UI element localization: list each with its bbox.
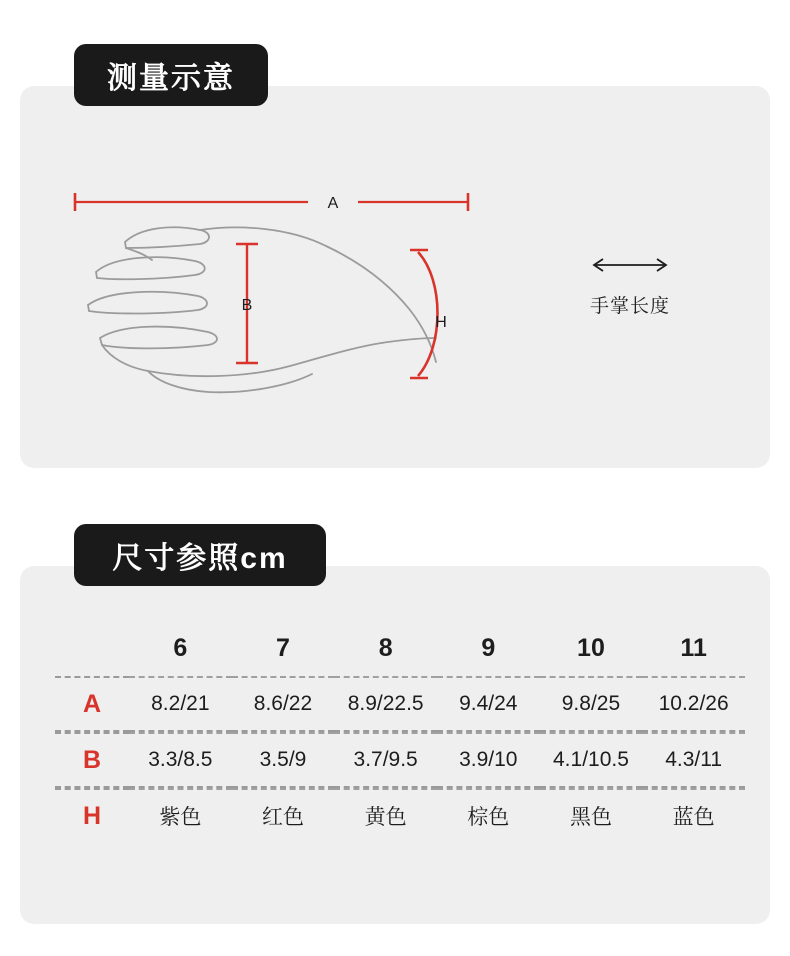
dimension-b-label: B [241, 297, 253, 314]
table-cell: 4.3/11 [665, 748, 723, 771]
column-header: 8 [378, 633, 393, 662]
dimension-a-label: A [327, 195, 339, 212]
row-label: H [82, 801, 102, 830]
table-cell: 10.2/26 [658, 692, 729, 715]
table-cell: 8.6/22 [253, 692, 313, 715]
table-cell: 8.9/22.5 [347, 692, 424, 715]
table-cell: 4.1/10.5 [553, 748, 629, 771]
dimension-a-line [75, 193, 468, 211]
table-cell: 3.9/10 [459, 748, 518, 771]
column-header: 11 [680, 633, 707, 662]
table-cell: 棕色 [467, 806, 510, 829]
column-header: 6 [173, 633, 188, 662]
table-row [55, 789, 745, 842]
table-corner-cell [55, 620, 129, 676]
size-reference-table [55, 620, 745, 842]
table-row [55, 733, 745, 787]
column-header: 7 [276, 633, 290, 662]
palm-length-legend [540, 256, 720, 318]
table-header-row [55, 620, 745, 676]
palm-length-label: 手掌长度 [589, 296, 670, 317]
hand-outline [88, 227, 436, 392]
table-cell: 蓝色 [672, 806, 715, 829]
table-cell: 9.4/24 [459, 692, 518, 715]
table-cell: 3.7/9.5 [353, 748, 418, 771]
column-header: 10 [577, 633, 605, 662]
size-section-title: 尺寸参照cm [74, 524, 326, 586]
table-cell: 3.5/9 [259, 748, 307, 771]
table-cell: 黄色 [364, 806, 407, 829]
table-cell: 黑色 [569, 806, 612, 829]
table-row [55, 677, 745, 731]
table-cell: 3.3/8.5 [148, 748, 213, 771]
hand-measurement-diagram [40, 150, 510, 430]
dimension-h-label: H [435, 314, 447, 331]
column-header: 9 [481, 633, 496, 662]
table-cell: 9.8/25 [561, 692, 621, 715]
diagram-section-title: 测量示意 [74, 44, 268, 106]
table-cell: 紫色 [159, 806, 202, 829]
double-arrow-horizontal-icon [587, 256, 673, 274]
table-cell: 红色 [261, 806, 304, 829]
row-label: B [82, 745, 102, 774]
row-label: A [82, 689, 102, 718]
table-cell: 8.2/21 [151, 692, 210, 715]
